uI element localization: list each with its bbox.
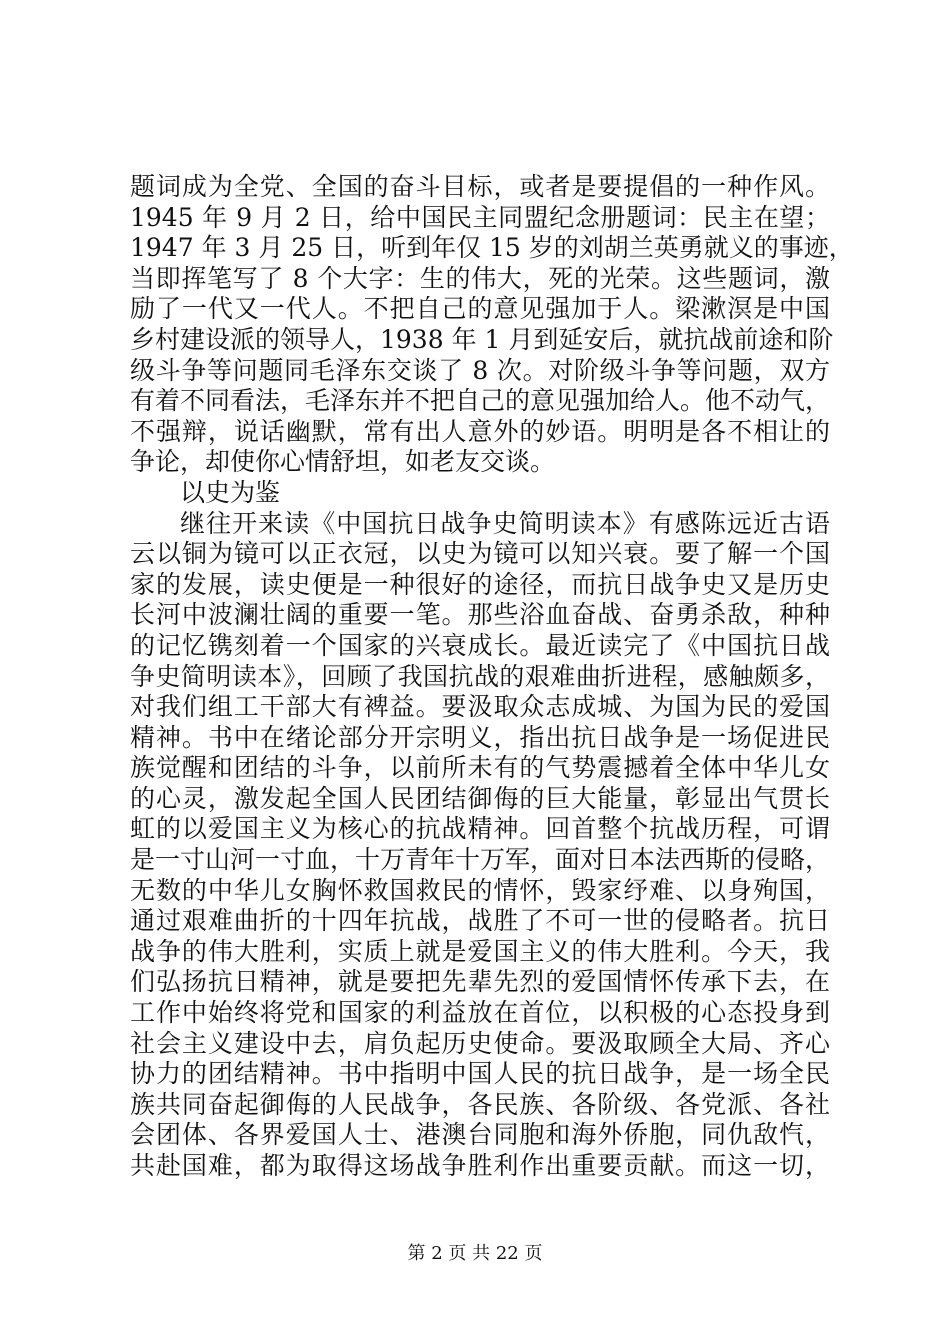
text-line: 1947 年 3 月 25 日，听到年仅 15 岁的刘胡兰英勇就义的事迹， (130, 233, 854, 263)
text-line: 的心灵，激发起全国人民团结御侮的巨大能量，彰显出气贯长 (130, 783, 830, 813)
text-line: 云以铜为镜可以正衣冠，以史为镜可以知兴衰。要了解一个国 (130, 539, 830, 569)
text-line: 乡村建设派的领导人，1938 年 1 月到延安后，就抗战前途和阶 (130, 324, 834, 354)
text-line: 1945 年 9 月 2 日，给中国民主同盟纪念册题词：民主在望； (130, 202, 830, 232)
text-line: 当即挥笔写了 8 个大字：生的伟大，死的光荣。这些题词，激 (130, 263, 830, 293)
text-line: 继往开来读《中国抗日战争史简明读本》有感陈远近古语 (180, 508, 830, 538)
text-line: 族共同奋起御侮的人民战争，各民族、各阶级、各党派、各社 (130, 1089, 830, 1119)
text-line: 的记忆镌刻着一个国家的兴衰成长。最近读完了《中国抗日战 (130, 630, 830, 660)
text-line: 争论，却使你心情舒坦，如老友交谈。 (130, 447, 556, 477)
text-line: 战争的伟大胜利，实质上就是爱国主义的伟大胜利。今天，我 (130, 936, 830, 966)
text-line: 争史简明读本》，回顾了我国抗战的艰难曲折进程，感触颇多， (130, 661, 830, 691)
text-line: 长河中波澜壮阔的重要一笔。那些浴血奋战、奋勇杀敌，种种 (130, 600, 830, 630)
text-line: 们弘扬抗日精神，就是要把先辈先烈的爱国情怀传承下去，在 (130, 967, 830, 997)
page-number-footer: 第 2 页 共 22 页 (407, 1243, 543, 1264)
text-line: 会团体、各界爱国人士、港澳台同胞和海外侨胞，同仇敌忾， (130, 1120, 830, 1150)
text-line: 精神。书中在绪论部分开宗明义，指出抗日战争是一场促进民 (130, 722, 830, 752)
text-line: 协力的团结精神。书中指明中国人民的抗日战争，是一场全民 (130, 1059, 830, 1089)
text-line: 共赴国难，都为取得这场战争胜利作出重要贡献。而这一切， (130, 1151, 830, 1180)
text-line: 励了一代又一代人。不把自己的意见强加于人。梁漱溟是中国 (130, 294, 830, 324)
text-line: 无数的中华儿女胸怀救国救民的情怀，毁家纾难、以身殉国， (130, 875, 830, 905)
text-line: 不强辩，说话幽默，常有出人意外的妙语。明明是各不相让的 (130, 416, 830, 446)
text-line: 是一寸山河一寸血，十万青年十万军，面对日本法西斯的侵略， (130, 845, 831, 875)
text-line: 有着不同看法，毛泽东并不把自己的意见强加给人。他不动气， (130, 386, 831, 416)
section-heading: 以史为鉴 (180, 477, 281, 507)
text-line: 工作中始终将党和国家的利益放在首位，以积极的心态投身到 (130, 998, 830, 1028)
body-text (130, 172, 854, 1182)
text-line: 社会主义建设中去，肩负起历史使命。要汲取顾全大局、齐心 (130, 1028, 830, 1058)
text-line: 族觉醒和团结的斗争，以前所未有的气势震撼着全体中华儿女 (130, 753, 830, 783)
text-line: 题词成为全党、全国的奋斗目标，或者是要提倡的一种作风。 (130, 172, 830, 201)
text-line: 级斗争等问题同毛泽东交谈了 8 次。对阶级斗争等问题，双方 (130, 355, 830, 385)
text-line: 通过艰难曲折的十四年抗战，战胜了不可一世的侵略者。抗日 (130, 906, 830, 936)
text-line: 家的发展，读史便是一种很好的途径，而抗日战争史又是历史 (130, 569, 830, 599)
text-line: 虹的以爱国主义为核心的抗战精神。回首整个抗战历程，可谓 (130, 814, 830, 844)
text-line: 对我们组工干部大有裨益。要汲取众志成城、为国为民的爱国 (130, 692, 830, 722)
